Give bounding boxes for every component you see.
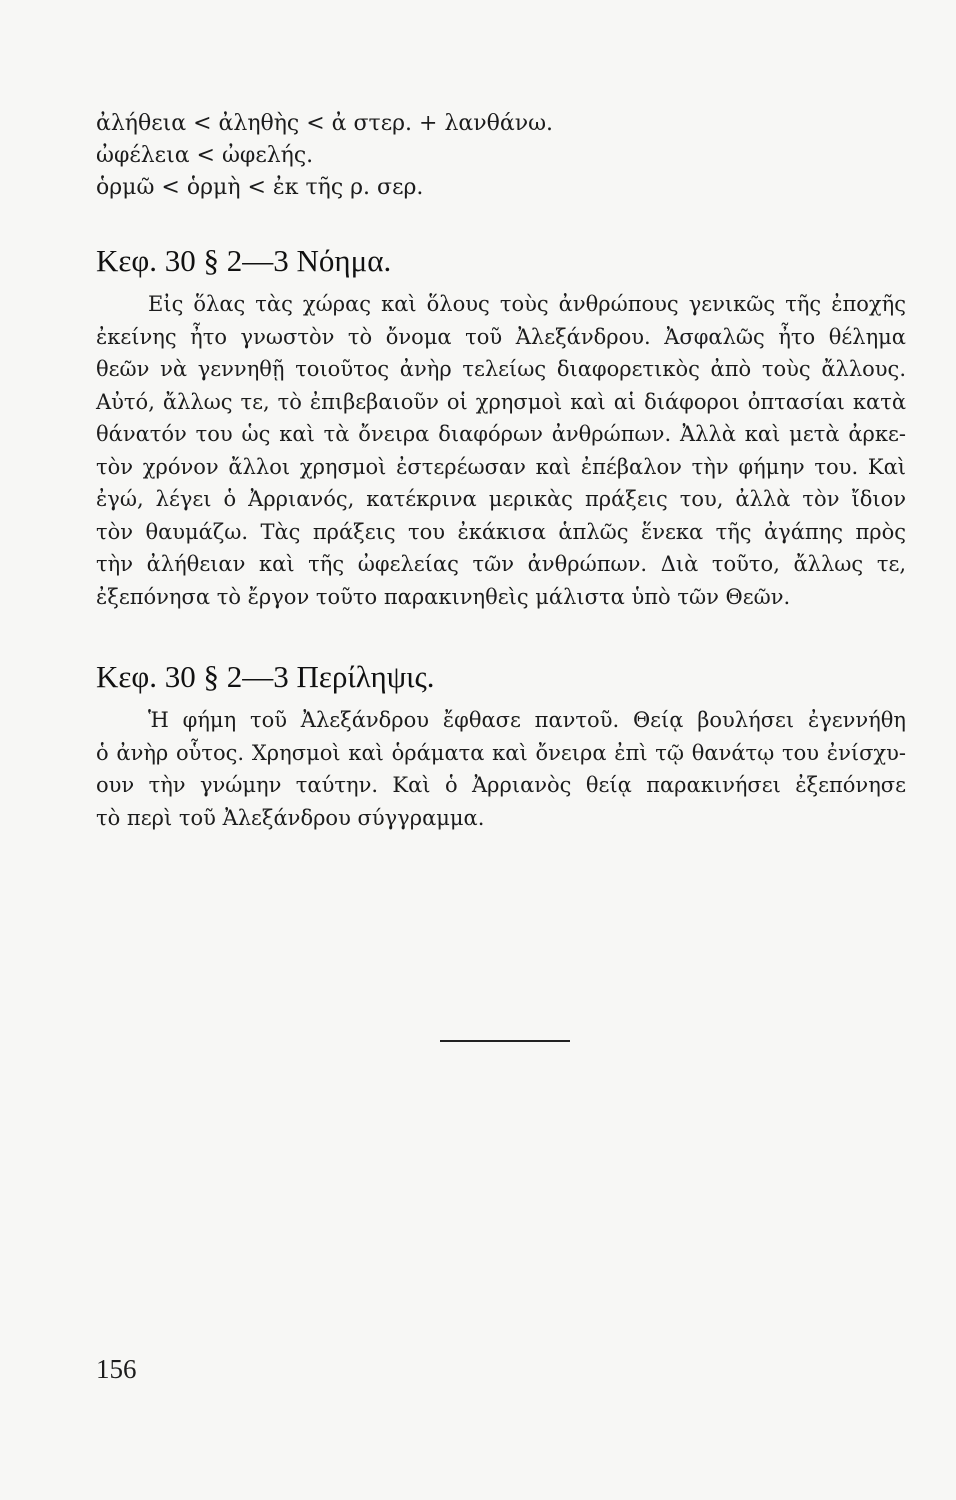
- paragraph-line: τὸν χρόνον ἄλλοι χρησμοὶ ἐστερέωσαν καὶ ἐπέβαλον τὴν φήμην του. Καὶ: [96, 454, 906, 479]
- paragraph-line: τὸν θαυμάζω. Τὰς πράξεις του ἐκάκισα ἁπλῶς ἕνεκα τῆς ἀγάπης πρὸς: [96, 519, 906, 544]
- section-heading-meaning: Κεφ. 30 § 2—3 Νόημα.: [96, 243, 392, 278]
- paragraph-line: ἐκείνης ἦτο γνωστὸν τὸ ὄνομα τοῦ Ἀλεξάνδρου. Ἀσφαλῶς ἦτο θέλημα: [96, 324, 906, 349]
- paragraph-line: τὸ περὶ τοῦ Ἀλεξάνδρου σύγγραμμα.: [96, 805, 485, 830]
- page-number: 156: [96, 1354, 137, 1384]
- paragraph-line: τὴν ἀλήθειαν καὶ τῆς ὠφελείας τῶν ἀνθρώπων. Διὰ τοῦτο, ἄλλως τε,: [96, 552, 906, 576]
- note-line: ὠφέλεια < ὠφελής.: [96, 143, 314, 168]
- paragraph-line: θεῶν νὰ γεννηθῇ τοιοῦτος ἀνὴρ τελείως διαφορετικὸς ἀπὸ τοὺς ἄλλους.: [96, 357, 906, 381]
- paragraph-line: Αὐτό, ἄλλως τε, τὸ ἐπιβεβαιοῦν οἱ χρησμοὶ καὶ αἱ διάφοροι ὀπτασίαι κατὰ: [96, 389, 906, 414]
- paragraph-line: ὁ ἀνὴρ οὗτος. Χρησμοὶ καὶ ὁράματα καὶ ὄνειρα ἐπὶ τῷ θανάτῳ του ἐνίσχυ-: [96, 740, 906, 765]
- paragraph-line: Ἡ φήμη τοῦ Ἀλεξάνδρου ἔφθασε παντοῦ. Θείᾳ βουλήσει ἐγεννήθη: [148, 708, 906, 732]
- paragraph-summary: [96, 704, 906, 834]
- section-divider: [440, 1040, 570, 1042]
- note-line: ὁρμῶ < ὁρμὴ < ἐκ τῆς ρ. σερ.: [96, 175, 424, 200]
- paragraph-line: ἐγώ, λέγει ὁ Ἀρριανός, κατέκρινα μερικὰς πράξεις του, ἀλλὰ τὸν ἴδιον: [96, 487, 906, 511]
- paragraph-line: θάνατόν του ὡς καὶ τὰ ὄνειρα διαφόρων ἀνθρώπων. Ἀλλὰ καὶ μετὰ ἀρκε-: [96, 422, 906, 446]
- paragraph-meaning: [96, 288, 906, 613]
- paragraph-line: Εἰς ὅλας τὰς χώρας καὶ ὅλους τοὺς ἀνθρώπους γενικῶς τῆς ἐποχῆς: [148, 292, 906, 316]
- paragraph-line: ἐξεπόνησα τὸ ἔργον τοῦτο παρακινηθεὶς μάλιστα ὑπὸ τῶν Θεῶν.: [96, 584, 791, 609]
- note-line: ἀλήθεια < ἀληθὴς < ἀ στερ. + λανθάνω.: [96, 111, 554, 136]
- section-heading-summary: Κεφ. 30 § 2—3 Περίληψις.: [96, 659, 435, 694]
- paragraph-line: ουν τὴν γνώμην ταύτην. Καὶ ὁ Ἀρριανὸς θείᾳ παρακινήσει ἐξεπόνησε: [96, 773, 906, 797]
- etymology-notes: [96, 108, 856, 204]
